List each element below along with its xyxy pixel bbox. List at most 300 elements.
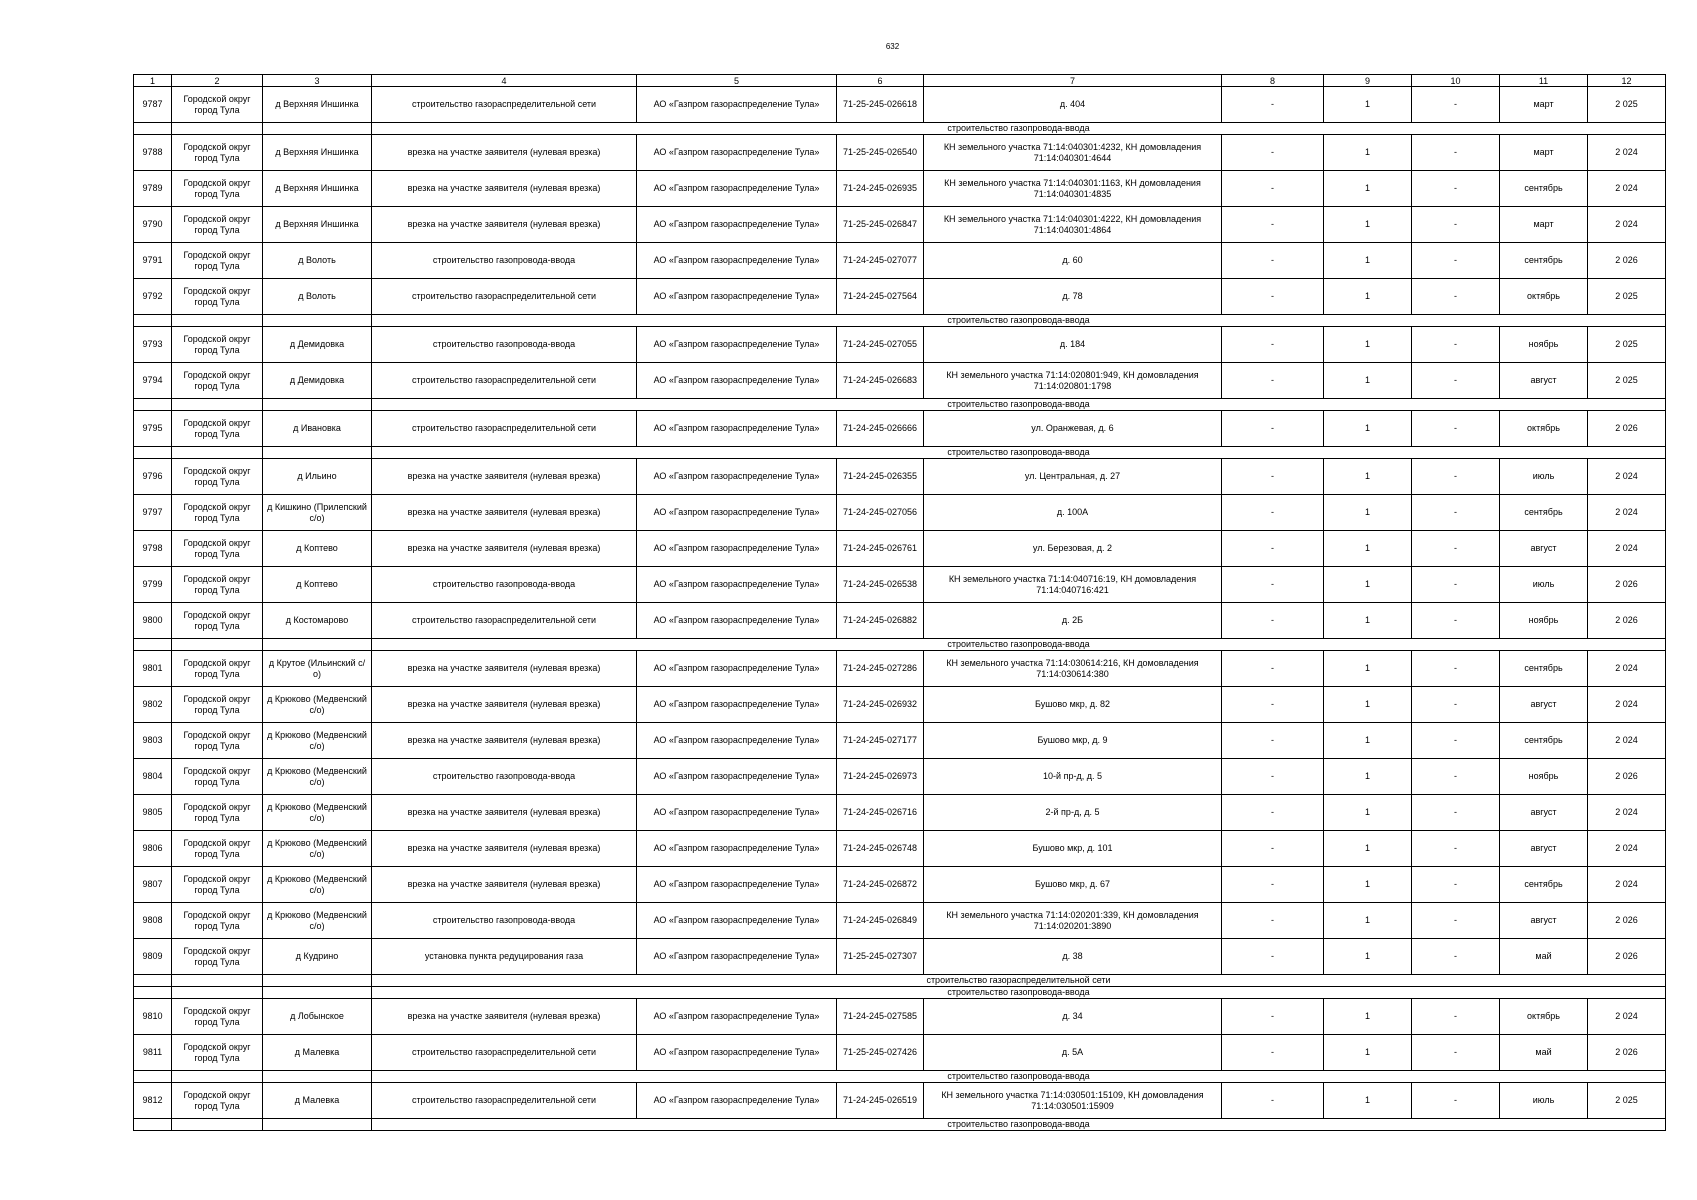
col-8-cell: - [1222, 903, 1324, 939]
locality-cell: д Крутое (Ильинский с/о) [263, 651, 372, 687]
col-10-cell: - [1412, 831, 1500, 867]
year-cell: 2 026 [1588, 243, 1666, 279]
month-cell: август [1500, 687, 1588, 723]
month-cell: май [1500, 939, 1588, 975]
table-row [134, 495, 1666, 531]
organization-cell: АО «Газпром газораспределение Тула» [637, 603, 837, 639]
work-type-cell: строительство газопровода-ввода [372, 759, 637, 795]
address-cell: д. 404 [924, 87, 1222, 123]
col-9-cell: 1 [1324, 759, 1412, 795]
district-cell: Городской округ город Тула [172, 795, 263, 831]
empty-cell [172, 123, 263, 135]
empty-cell [134, 975, 172, 987]
row-number-cell: 9809 [134, 939, 172, 975]
row-number-cell: 9801 [134, 651, 172, 687]
application-code-cell: 71-24-245-027177 [837, 723, 924, 759]
locality-cell: д Демидовка [263, 327, 372, 363]
work-type-cell: установка пункта редуцирования газа [372, 939, 637, 975]
work-type-cell: строительство газопровода-ввода [372, 903, 637, 939]
table-row [134, 411, 1666, 447]
row-number-cell: 9803 [134, 723, 172, 759]
address-cell: д. 5А [924, 1035, 1222, 1071]
district-cell: Городской округ город Тула [172, 135, 263, 171]
year-cell: 2 026 [1588, 411, 1666, 447]
table-row [134, 999, 1666, 1035]
application-code-cell: 71-25-245-026540 [837, 135, 924, 171]
address-cell: д. 184 [924, 327, 1222, 363]
work-type-cell: врезка на участке заявителя (нулевая врезка) [372, 171, 637, 207]
year-cell: 2 024 [1588, 531, 1666, 567]
year-cell: 2 024 [1588, 171, 1666, 207]
application-code-cell: 71-25-245-027307 [837, 939, 924, 975]
row-number-cell: 9791 [134, 243, 172, 279]
organization-cell: АО «Газпром газораспределение Тула» [637, 495, 837, 531]
col-9-cell: 1 [1324, 867, 1412, 903]
organization-cell: АО «Газпром газораспределение Тула» [637, 999, 837, 1035]
application-code-cell: 71-24-245-027585 [837, 999, 924, 1035]
district-cell: Городской округ город Тула [172, 243, 263, 279]
col-9-cell: 1 [1324, 687, 1412, 723]
col-10-cell: - [1412, 135, 1500, 171]
col-9-cell: 1 [1324, 495, 1412, 531]
year-cell: 2 024 [1588, 495, 1666, 531]
empty-cell [263, 315, 372, 327]
empty-cell [263, 447, 372, 459]
district-cell: Городской округ город Тула [172, 567, 263, 603]
address-cell: ул. Березовая, д. 2 [924, 531, 1222, 567]
application-code-cell: 71-24-245-027564 [837, 279, 924, 315]
table-row [134, 759, 1666, 795]
work-type-cell: строительство газораспределительной сети [372, 87, 637, 123]
subtask-label: строительство газопровода-ввода [372, 447, 1666, 459]
subtask-row [134, 447, 1666, 459]
locality-cell: д Верхняя Иншинка [263, 87, 372, 123]
locality-cell: д Крюково (Медвенский с/о) [263, 687, 372, 723]
application-code-cell: 71-24-245-026849 [837, 903, 924, 939]
locality-cell: д Костомарово [263, 603, 372, 639]
column-number-1: 1 [134, 75, 172, 87]
work-type-cell: строительство газораспределительной сети [372, 411, 637, 447]
col-8-cell: - [1222, 171, 1324, 207]
month-cell: июль [1500, 459, 1588, 495]
application-code-cell: 71-24-245-026872 [837, 867, 924, 903]
district-cell: Городской округ город Тула [172, 687, 263, 723]
work-type-cell: строительство газораспределительной сети [372, 363, 637, 399]
locality-cell: д Крюково (Медвенский с/о) [263, 723, 372, 759]
column-number-5: 5 [637, 75, 837, 87]
application-code-cell: 71-25-245-026847 [837, 207, 924, 243]
district-cell: Городской округ город Тула [172, 207, 263, 243]
month-cell: май [1500, 1035, 1588, 1071]
month-cell: август [1500, 531, 1588, 567]
locality-cell: д Верхняя Иншинка [263, 207, 372, 243]
year-cell: 2 024 [1588, 999, 1666, 1035]
col-10-cell: - [1412, 939, 1500, 975]
column-number-6: 6 [837, 75, 924, 87]
address-cell: КН земельного участка 71:14:020801:949, КН домовладения 71:14:020801:1798 [924, 363, 1222, 399]
work-type-cell: врезка на участке заявителя (нулевая врезка) [372, 999, 637, 1035]
district-cell: Городской округ город Тула [172, 759, 263, 795]
col-8-cell: - [1222, 1035, 1324, 1071]
district-cell: Городской округ город Тула [172, 603, 263, 639]
month-cell: март [1500, 87, 1588, 123]
address-cell: д. 2Б [924, 603, 1222, 639]
locality-cell: д Коптево [263, 567, 372, 603]
work-type-cell: врезка на участке заявителя (нулевая врезка) [372, 459, 637, 495]
year-cell: 2 026 [1588, 603, 1666, 639]
locality-cell: д Коптево [263, 531, 372, 567]
empty-cell [263, 399, 372, 411]
month-cell: июль [1500, 1083, 1588, 1119]
year-cell: 2 026 [1588, 1035, 1666, 1071]
col-9-cell: 1 [1324, 1035, 1412, 1071]
empty-cell [172, 1119, 263, 1131]
col-10-cell: - [1412, 687, 1500, 723]
month-cell: август [1500, 363, 1588, 399]
address-cell: ул. Центральная, д. 27 [924, 459, 1222, 495]
locality-cell: д Ильино [263, 459, 372, 495]
row-number-cell: 9807 [134, 867, 172, 903]
organization-cell: АО «Газпром газораспределение Тула» [637, 1083, 837, 1119]
organization-cell: АО «Газпром газораспределение Тула» [637, 459, 837, 495]
empty-cell [134, 315, 172, 327]
table-row [134, 363, 1666, 399]
col-10-cell: - [1412, 459, 1500, 495]
subtask-row [134, 639, 1666, 651]
month-cell: сентябрь [1500, 243, 1588, 279]
col-9-cell: 1 [1324, 327, 1412, 363]
work-type-cell: врезка на участке заявителя (нулевая врезка) [372, 687, 637, 723]
empty-cell [172, 975, 263, 987]
application-code-cell: 71-24-245-027055 [837, 327, 924, 363]
table-row [134, 723, 1666, 759]
subtask-row [134, 315, 1666, 327]
address-cell: КН земельного участка 71:14:040301:4232, КН домовладения 71:14:040301:4644 [924, 135, 1222, 171]
empty-cell [263, 639, 372, 651]
col-10-cell: - [1412, 567, 1500, 603]
subtask-label: строительство газопровода-ввода [372, 1119, 1666, 1131]
locality-cell: д Волоть [263, 279, 372, 315]
month-cell: сентябрь [1500, 651, 1588, 687]
month-cell: ноябрь [1500, 759, 1588, 795]
address-cell: КН земельного участка 71:14:030501:15109, КН домовладения 71:14:030501:15909 [924, 1083, 1222, 1119]
month-cell: ноябрь [1500, 603, 1588, 639]
col-10-cell: - [1412, 279, 1500, 315]
locality-cell: д Демидовка [263, 363, 372, 399]
locality-cell: д Крюково (Медвенский с/о) [263, 867, 372, 903]
empty-cell [172, 987, 263, 999]
col-9-cell: 1 [1324, 795, 1412, 831]
year-cell: 2 024 [1588, 795, 1666, 831]
col-9-cell: 1 [1324, 207, 1412, 243]
district-cell: Городской округ город Тула [172, 87, 263, 123]
application-code-cell: 71-24-245-026973 [837, 759, 924, 795]
empty-cell [172, 315, 263, 327]
col-8-cell: - [1222, 651, 1324, 687]
empty-cell [172, 1071, 263, 1083]
district-cell: Городской округ город Тула [172, 903, 263, 939]
district-cell: Городской округ город Тула [172, 1083, 263, 1119]
work-type-cell: строительство газораспределительной сети [372, 1035, 637, 1071]
col-10-cell: - [1412, 867, 1500, 903]
district-cell: Городской округ город Тула [172, 363, 263, 399]
application-code-cell: 71-24-245-026538 [837, 567, 924, 603]
organization-cell: АО «Газпром газораспределение Тула» [637, 723, 837, 759]
empty-cell [134, 1119, 172, 1131]
empty-cell [134, 399, 172, 411]
address-cell: КН земельного участка 71:14:040301:4222, КН домовладения 71:14:040301:4864 [924, 207, 1222, 243]
col-8-cell: - [1222, 687, 1324, 723]
empty-cell [263, 1071, 372, 1083]
table-row [134, 795, 1666, 831]
month-cell: октябрь [1500, 411, 1588, 447]
col-10-cell: - [1412, 603, 1500, 639]
col-8-cell: - [1222, 1083, 1324, 1119]
organization-cell: АО «Газпром газораспределение Тула» [637, 243, 837, 279]
address-cell: д. 100А [924, 495, 1222, 531]
address-cell: КН земельного участка 71:14:040301:1163, КН домовладения 71:14:040301:4835 [924, 171, 1222, 207]
locality-cell: д Волоть [263, 243, 372, 279]
table-row [134, 1035, 1666, 1071]
month-cell: сентябрь [1500, 723, 1588, 759]
work-type-cell: строительство газораспределительной сети [372, 1083, 637, 1119]
col-8-cell: - [1222, 327, 1324, 363]
address-cell: д. 38 [924, 939, 1222, 975]
work-type-cell: врезка на участке заявителя (нулевая врезка) [372, 651, 637, 687]
col-8-cell: - [1222, 999, 1324, 1035]
table-row [134, 567, 1666, 603]
address-cell: 2-й пр-д, д. 5 [924, 795, 1222, 831]
district-cell: Городской округ город Тула [172, 531, 263, 567]
col-8-cell: - [1222, 135, 1324, 171]
col-8-cell: - [1222, 243, 1324, 279]
month-cell: сентябрь [1500, 867, 1588, 903]
col-10-cell: - [1412, 363, 1500, 399]
page-number: 632 [885, 42, 900, 51]
application-code-cell: 71-24-245-026748 [837, 831, 924, 867]
col-10-cell: - [1412, 651, 1500, 687]
empty-cell [172, 639, 263, 651]
subtask-row [134, 1071, 1666, 1083]
col-10-cell: - [1412, 1083, 1500, 1119]
row-number-cell: 9787 [134, 87, 172, 123]
work-type-cell: строительство газопровода-ввода [372, 327, 637, 363]
subtask-row [134, 975, 1666, 987]
col-8-cell: - [1222, 939, 1324, 975]
table-row [134, 831, 1666, 867]
col-10-cell: - [1412, 759, 1500, 795]
row-number-cell: 9798 [134, 531, 172, 567]
subtask-label: строительство газопровода-ввода [372, 1071, 1666, 1083]
organization-cell: АО «Газпром газораспределение Тула» [637, 867, 837, 903]
application-code-cell: 71-24-245-027077 [837, 243, 924, 279]
year-cell: 2 025 [1588, 87, 1666, 123]
year-cell: 2 025 [1588, 279, 1666, 315]
col-10-cell: - [1412, 327, 1500, 363]
row-number-cell: 9799 [134, 567, 172, 603]
col-9-cell: 1 [1324, 603, 1412, 639]
month-cell: ноябрь [1500, 327, 1588, 363]
year-cell: 2 024 [1588, 459, 1666, 495]
month-cell: октябрь [1500, 999, 1588, 1035]
row-number-cell: 9808 [134, 903, 172, 939]
address-cell: 10-й пр-д, д. 5 [924, 759, 1222, 795]
col-8-cell: - [1222, 207, 1324, 243]
col-8-cell: - [1222, 831, 1324, 867]
row-number-cell: 9812 [134, 1083, 172, 1119]
application-code-cell: 71-24-245-026716 [837, 795, 924, 831]
organization-cell: АО «Газпром газораспределение Тула» [637, 363, 837, 399]
row-number-cell: 9802 [134, 687, 172, 723]
address-cell: КН земельного участка 71:14:030614:216, КН домовладения 71:14:030614:380 [924, 651, 1222, 687]
address-cell: Бушово мкр, д. 82 [924, 687, 1222, 723]
organization-cell: АО «Газпром газораспределение Тула» [637, 135, 837, 171]
col-8-cell: - [1222, 867, 1324, 903]
table-row [134, 243, 1666, 279]
locality-cell: д Кудрино [263, 939, 372, 975]
col-9-cell: 1 [1324, 243, 1412, 279]
column-number-3: 3 [263, 75, 372, 87]
col-8-cell: - [1222, 87, 1324, 123]
month-cell: сентябрь [1500, 495, 1588, 531]
month-cell: март [1500, 135, 1588, 171]
table-row [134, 531, 1666, 567]
work-type-cell: врезка на участке заявителя (нулевая врезка) [372, 531, 637, 567]
row-number-cell: 9792 [134, 279, 172, 315]
address-cell: КН земельного участка 71:14:040716:19, КН домовладения 71:14:040716:421 [924, 567, 1222, 603]
gas-connection-register-table [133, 74, 1666, 1131]
address-cell: д. 78 [924, 279, 1222, 315]
col-10-cell: - [1412, 723, 1500, 759]
col-8-cell: - [1222, 567, 1324, 603]
subtask-row [134, 1119, 1666, 1131]
col-9-cell: 1 [1324, 531, 1412, 567]
organization-cell: АО «Газпром газораспределение Тула» [637, 327, 837, 363]
col-8-cell: - [1222, 759, 1324, 795]
col-10-cell: - [1412, 999, 1500, 1035]
organization-cell: АО «Газпром газораспределение Тула» [637, 759, 837, 795]
organization-cell: АО «Газпром газораспределение Тула» [637, 651, 837, 687]
col-10-cell: - [1412, 795, 1500, 831]
application-code-cell: 71-25-245-026618 [837, 87, 924, 123]
row-number-cell: 9806 [134, 831, 172, 867]
address-cell: Бушово мкр, д. 67 [924, 867, 1222, 903]
organization-cell: АО «Газпром газораспределение Тула» [637, 411, 837, 447]
district-cell: Городской округ город Тула [172, 459, 263, 495]
column-number-2: 2 [172, 75, 263, 87]
row-number-cell: 9804 [134, 759, 172, 795]
table-row [134, 651, 1666, 687]
column-number-11: 11 [1500, 75, 1588, 87]
col-8-cell: - [1222, 531, 1324, 567]
empty-cell [134, 639, 172, 651]
row-number-cell: 9794 [134, 363, 172, 399]
row-number-cell: 9789 [134, 171, 172, 207]
col-10-cell: - [1412, 243, 1500, 279]
column-number-7: 7 [924, 75, 1222, 87]
col-9-cell: 1 [1324, 459, 1412, 495]
row-number-cell: 9797 [134, 495, 172, 531]
locality-cell: д Крюково (Медвенский с/о) [263, 795, 372, 831]
year-cell: 2 026 [1588, 759, 1666, 795]
column-number-10: 10 [1412, 75, 1500, 87]
year-cell: 2 024 [1588, 867, 1666, 903]
col-8-cell: - [1222, 279, 1324, 315]
table-row [134, 687, 1666, 723]
col-9-cell: 1 [1324, 279, 1412, 315]
col-9-cell: 1 [1324, 651, 1412, 687]
district-cell: Городской округ город Тула [172, 723, 263, 759]
col-9-cell: 1 [1324, 135, 1412, 171]
col-9-cell: 1 [1324, 999, 1412, 1035]
application-code-cell: 71-24-245-026935 [837, 171, 924, 207]
year-cell: 2 024 [1588, 207, 1666, 243]
work-type-cell: врезка на участке заявителя (нулевая врезка) [372, 831, 637, 867]
organization-cell: АО «Газпром газораспределение Тула» [637, 207, 837, 243]
organization-cell: АО «Газпром газораспределение Тула» [637, 903, 837, 939]
work-type-cell: строительство газопровода-ввода [372, 243, 637, 279]
row-number-cell: 9811 [134, 1035, 172, 1071]
empty-cell [134, 447, 172, 459]
district-cell: Городской округ город Тула [172, 867, 263, 903]
row-number-cell: 9788 [134, 135, 172, 171]
column-number-8: 8 [1222, 75, 1324, 87]
district-cell: Городской округ город Тула [172, 495, 263, 531]
table-row [134, 171, 1666, 207]
address-cell: Бушово мкр, д. 101 [924, 831, 1222, 867]
year-cell: 2 024 [1588, 831, 1666, 867]
locality-cell: д Верхняя Иншинка [263, 171, 372, 207]
col-8-cell: - [1222, 495, 1324, 531]
work-type-cell: врезка на участке заявителя (нулевая врезка) [372, 867, 637, 903]
application-code-cell: 71-24-245-026932 [837, 687, 924, 723]
locality-cell: д Лобынское [263, 999, 372, 1035]
district-cell: Городской округ город Тула [172, 1035, 263, 1071]
col-8-cell: - [1222, 411, 1324, 447]
organization-cell: АО «Газпром газораспределение Тула» [637, 279, 837, 315]
col-9-cell: 1 [1324, 567, 1412, 603]
col-10-cell: - [1412, 903, 1500, 939]
organization-cell: АО «Газпром газораспределение Тула» [637, 1035, 837, 1071]
work-type-cell: строительство газораспределительной сети [372, 603, 637, 639]
organization-cell: АО «Газпром газораспределение Тула» [637, 795, 837, 831]
work-type-cell: врезка на участке заявителя (нулевая врезка) [372, 495, 637, 531]
address-cell: КН земельного участка 71:14:020201:339, КН домовладения 71:14:020201:3890 [924, 903, 1222, 939]
organization-cell: АО «Газпром газораспределение Тула» [637, 171, 837, 207]
district-cell: Городской округ город Тула [172, 171, 263, 207]
application-code-cell: 71-24-245-026882 [837, 603, 924, 639]
table-row [134, 603, 1666, 639]
row-number-cell: 9795 [134, 411, 172, 447]
subtask-label: строительство газораспределительной сети [372, 975, 1666, 987]
col-9-cell: 1 [1324, 939, 1412, 975]
organization-cell: АО «Газпром газораспределение Тула» [637, 687, 837, 723]
locality-cell: д Крюково (Медвенский с/о) [263, 831, 372, 867]
organization-cell: АО «Газпром газораспределение Тула» [637, 87, 837, 123]
year-cell: 2 025 [1588, 1083, 1666, 1119]
empty-cell [263, 1119, 372, 1131]
empty-cell [172, 399, 263, 411]
address-cell: д. 60 [924, 243, 1222, 279]
col-8-cell: - [1222, 363, 1324, 399]
row-number-cell: 9793 [134, 327, 172, 363]
col-10-cell: - [1412, 495, 1500, 531]
locality-cell: д Малевка [263, 1035, 372, 1071]
empty-cell [263, 975, 372, 987]
month-cell: август [1500, 795, 1588, 831]
work-type-cell: врезка на участке заявителя (нулевая врезка) [372, 135, 637, 171]
application-code-cell: 71-24-245-026666 [837, 411, 924, 447]
